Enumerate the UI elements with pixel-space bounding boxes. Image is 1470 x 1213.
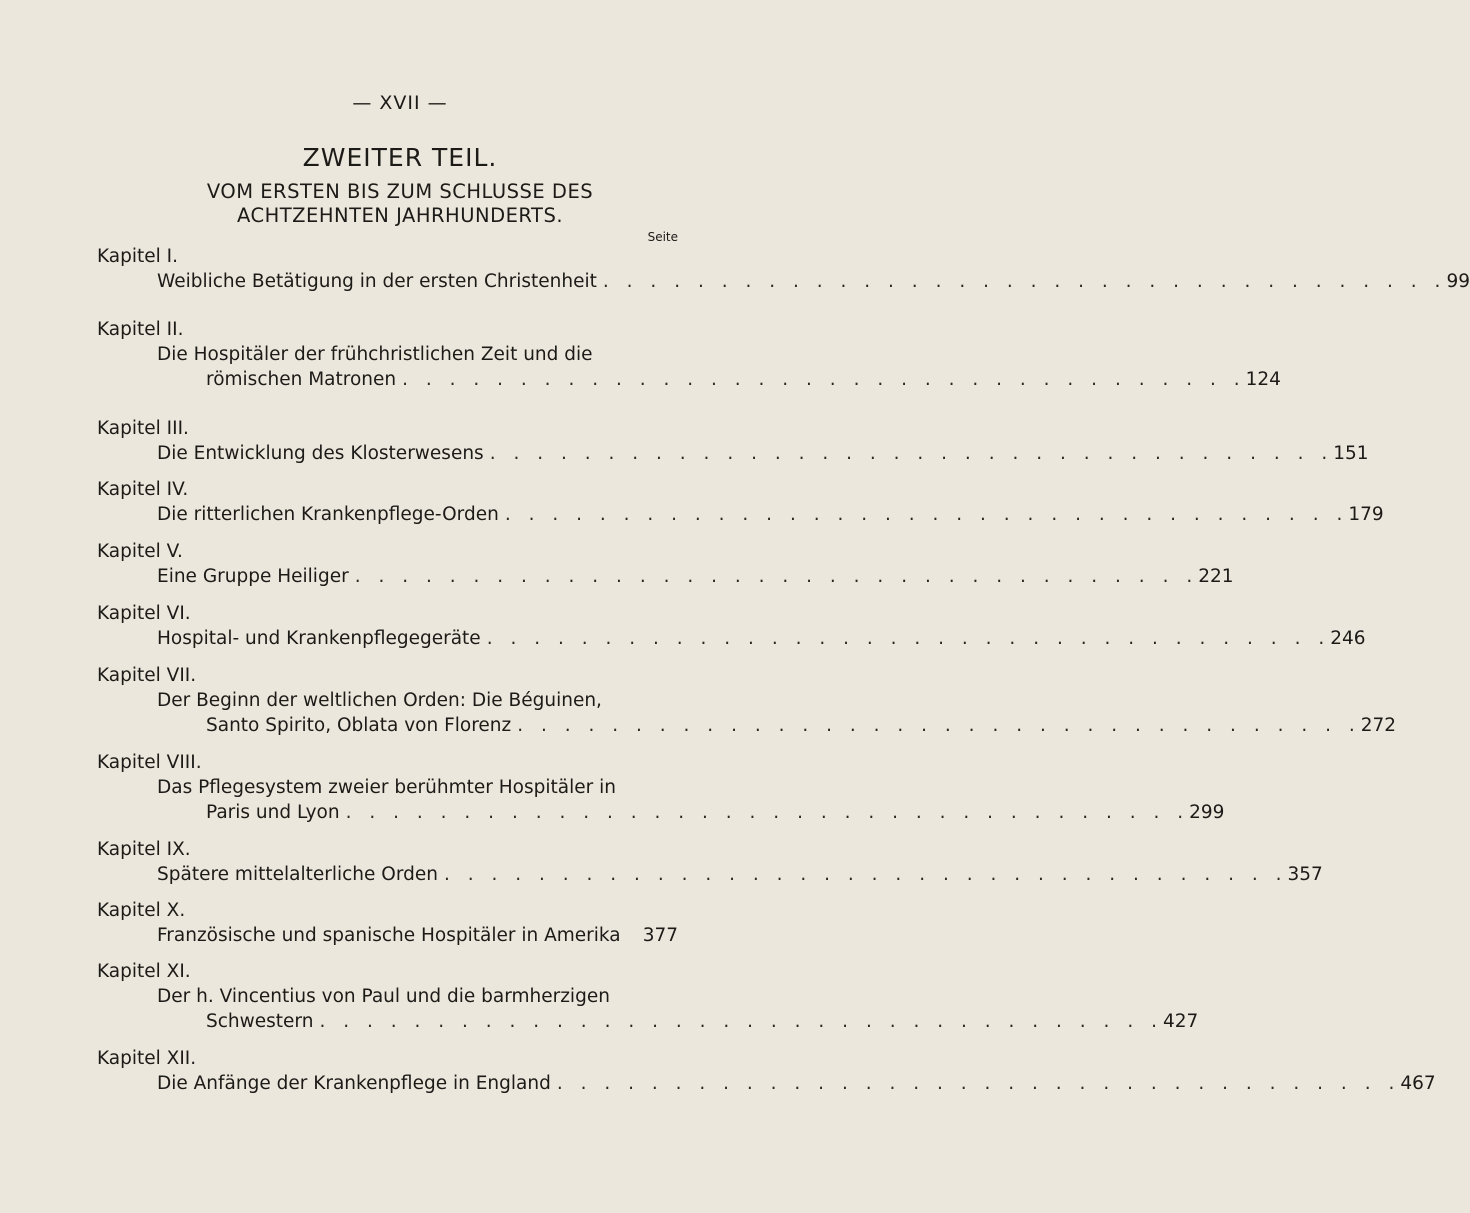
chapter-page-number: 151 [1333, 443, 1369, 464]
chapter-entry [206, 1011, 1199, 1032]
part-subtitle-line-1: VOM ERSTEN BIS ZUM SCHLUSSE DES [206, 180, 594, 203]
chapter-entry [157, 864, 1323, 885]
chapter-title: Die Entwicklung des Klosterwesens [157, 443, 484, 464]
chapter-title: Das Pflegesystem zweier berühmter Hospitäler in [157, 777, 616, 798]
chapter-label: Kapitel VII. [97, 665, 197, 686]
leader-dots: . . . . . . . . . . . . . . . . . . . . . . . . . . . . . . . . . . . . [517, 715, 1361, 736]
part-subtitle-line-2: ACHTZEHNTEN JAHRHUNDERTS. [236, 204, 564, 227]
chapter-title-continued: Santo Spirito, Oblata von Florenz [206, 715, 512, 736]
leader-dots: . . . . . . . . . . . . . . . . . . . . . . . . . . . . . . . . . . . . [345, 802, 1190, 823]
chapter-entry [157, 504, 1384, 525]
leader-dots: . . . . . . . . . . . . . . . . . . . . . . . . . . . . . . . . . . . . [402, 369, 1246, 390]
chapter-label: Kapitel II. [97, 319, 184, 340]
leader-dots: . . . . . . . . . . . . . . . . . . . . . . . . . . . . . . . . . . . . [504, 504, 1349, 525]
chapter-page-number: 299 [1189, 802, 1225, 823]
chapter-page-number: 99 [1446, 271, 1470, 292]
chapter-label: Kapitel III. [97, 418, 189, 439]
chapter-label: Kapitel IX. [97, 839, 191, 860]
chapter-title: Der Beginn der weltlichen Orden: Die Béguinen, [157, 690, 602, 711]
chapter-label: Kapitel VIII. [97, 752, 202, 773]
part-title: ZWEITER TEIL. [302, 143, 498, 172]
chapter-title-continued: Schwestern [206, 1011, 314, 1032]
chapter-title: Die Hospitäler der frühchristlichen Zeit und die [157, 344, 593, 365]
chapter-page-number: 427 [1162, 1011, 1199, 1032]
chapter-title: Spätere mittelalterliche Orden [157, 864, 438, 885]
leader-dots: . . . . . . . . . . . . . . . . . . . . . . . . . . . . . . . . . . . . [319, 1011, 1163, 1032]
chapter-title-continued: römischen Matronen [206, 369, 397, 390]
chapter-title: Die Anfänge der Krankenpflege in England [157, 1073, 551, 1094]
chapter-page-number: 124 [1245, 369, 1281, 390]
page-column-label: Seite [647, 230, 678, 244]
chapter-entry [206, 715, 1397, 736]
leader-dots: . . . . . . . . . . . . . . . . . . . . . . . . . . . . . . . . . . . . [556, 1073, 1401, 1094]
chapter-entry [157, 443, 1369, 464]
leader-dots: . . . . . . . . . . . . . . . . . . . . . . . . . . . . . . . . . . . . [489, 443, 1334, 464]
chapter-title: Hospital- und Krankenpflegegeräte [157, 628, 481, 649]
chapter-entry [157, 271, 1470, 292]
chapter-label: Kapitel V. [97, 541, 183, 562]
chapter-page-number: 179 [1348, 504, 1384, 525]
chapter-title-continued: Paris und Lyon [206, 802, 340, 823]
chapter-label: Kapitel VI. [97, 603, 191, 624]
page-number-header: — XVII — [352, 92, 448, 114]
chapter-label: Kapitel XI. [97, 961, 191, 982]
chapter-label: Kapitel IV. [97, 479, 189, 500]
chapter-entry [157, 628, 1366, 649]
chapter-label: Kapitel I. [97, 246, 179, 267]
chapter-page-number: 221 [1198, 566, 1234, 587]
leader-dots: . . . . . . . . . . . . . . . . . . . . . . . . . . . . . . . . . . . . [443, 864, 1288, 885]
leader-dots: . . . . . . . . . . . . . . . . . . . . . . . . . . . . . . . . . . . . [354, 566, 1199, 587]
chapter-title: Der h. Vincentius von Paul und die barmherzigen [157, 986, 610, 1007]
leader-dots: . . . . . . . . . . . . . . . . . . . . . . . . . . . . . . . . . . . . [486, 628, 1331, 649]
chapter-title: Französische und spanische Hospitäler in Amerika [157, 925, 621, 946]
chapter-title: Eine Gruppe Heiliger [157, 566, 349, 587]
chapter-page-number: 377 [642, 925, 678, 946]
chapter-label: Kapitel X. [97, 900, 186, 921]
chapter-page-number: 467 [1400, 1073, 1436, 1094]
chapter-entry [157, 925, 678, 946]
chapter-title: Die ritterlichen Krankenpflege-Orden [157, 504, 499, 525]
chapter-title: Weibliche Betätigung in der ersten Christenheit [157, 271, 597, 292]
chapter-entry [157, 566, 1234, 587]
chapter-page-number: 272 [1360, 715, 1397, 736]
chapter-entry [206, 369, 1281, 390]
leader-dots: . . . . . . . . . . . . . . . . . . . . . . . . . . . . . . . . . . . . [602, 271, 1447, 292]
chapter-page-number: 246 [1330, 628, 1366, 649]
chapter-entry [206, 802, 1225, 823]
chapter-page-number: 357 [1287, 864, 1323, 885]
chapter-entry [157, 1073, 1436, 1094]
chapter-label: Kapitel XII. [97, 1048, 197, 1069]
